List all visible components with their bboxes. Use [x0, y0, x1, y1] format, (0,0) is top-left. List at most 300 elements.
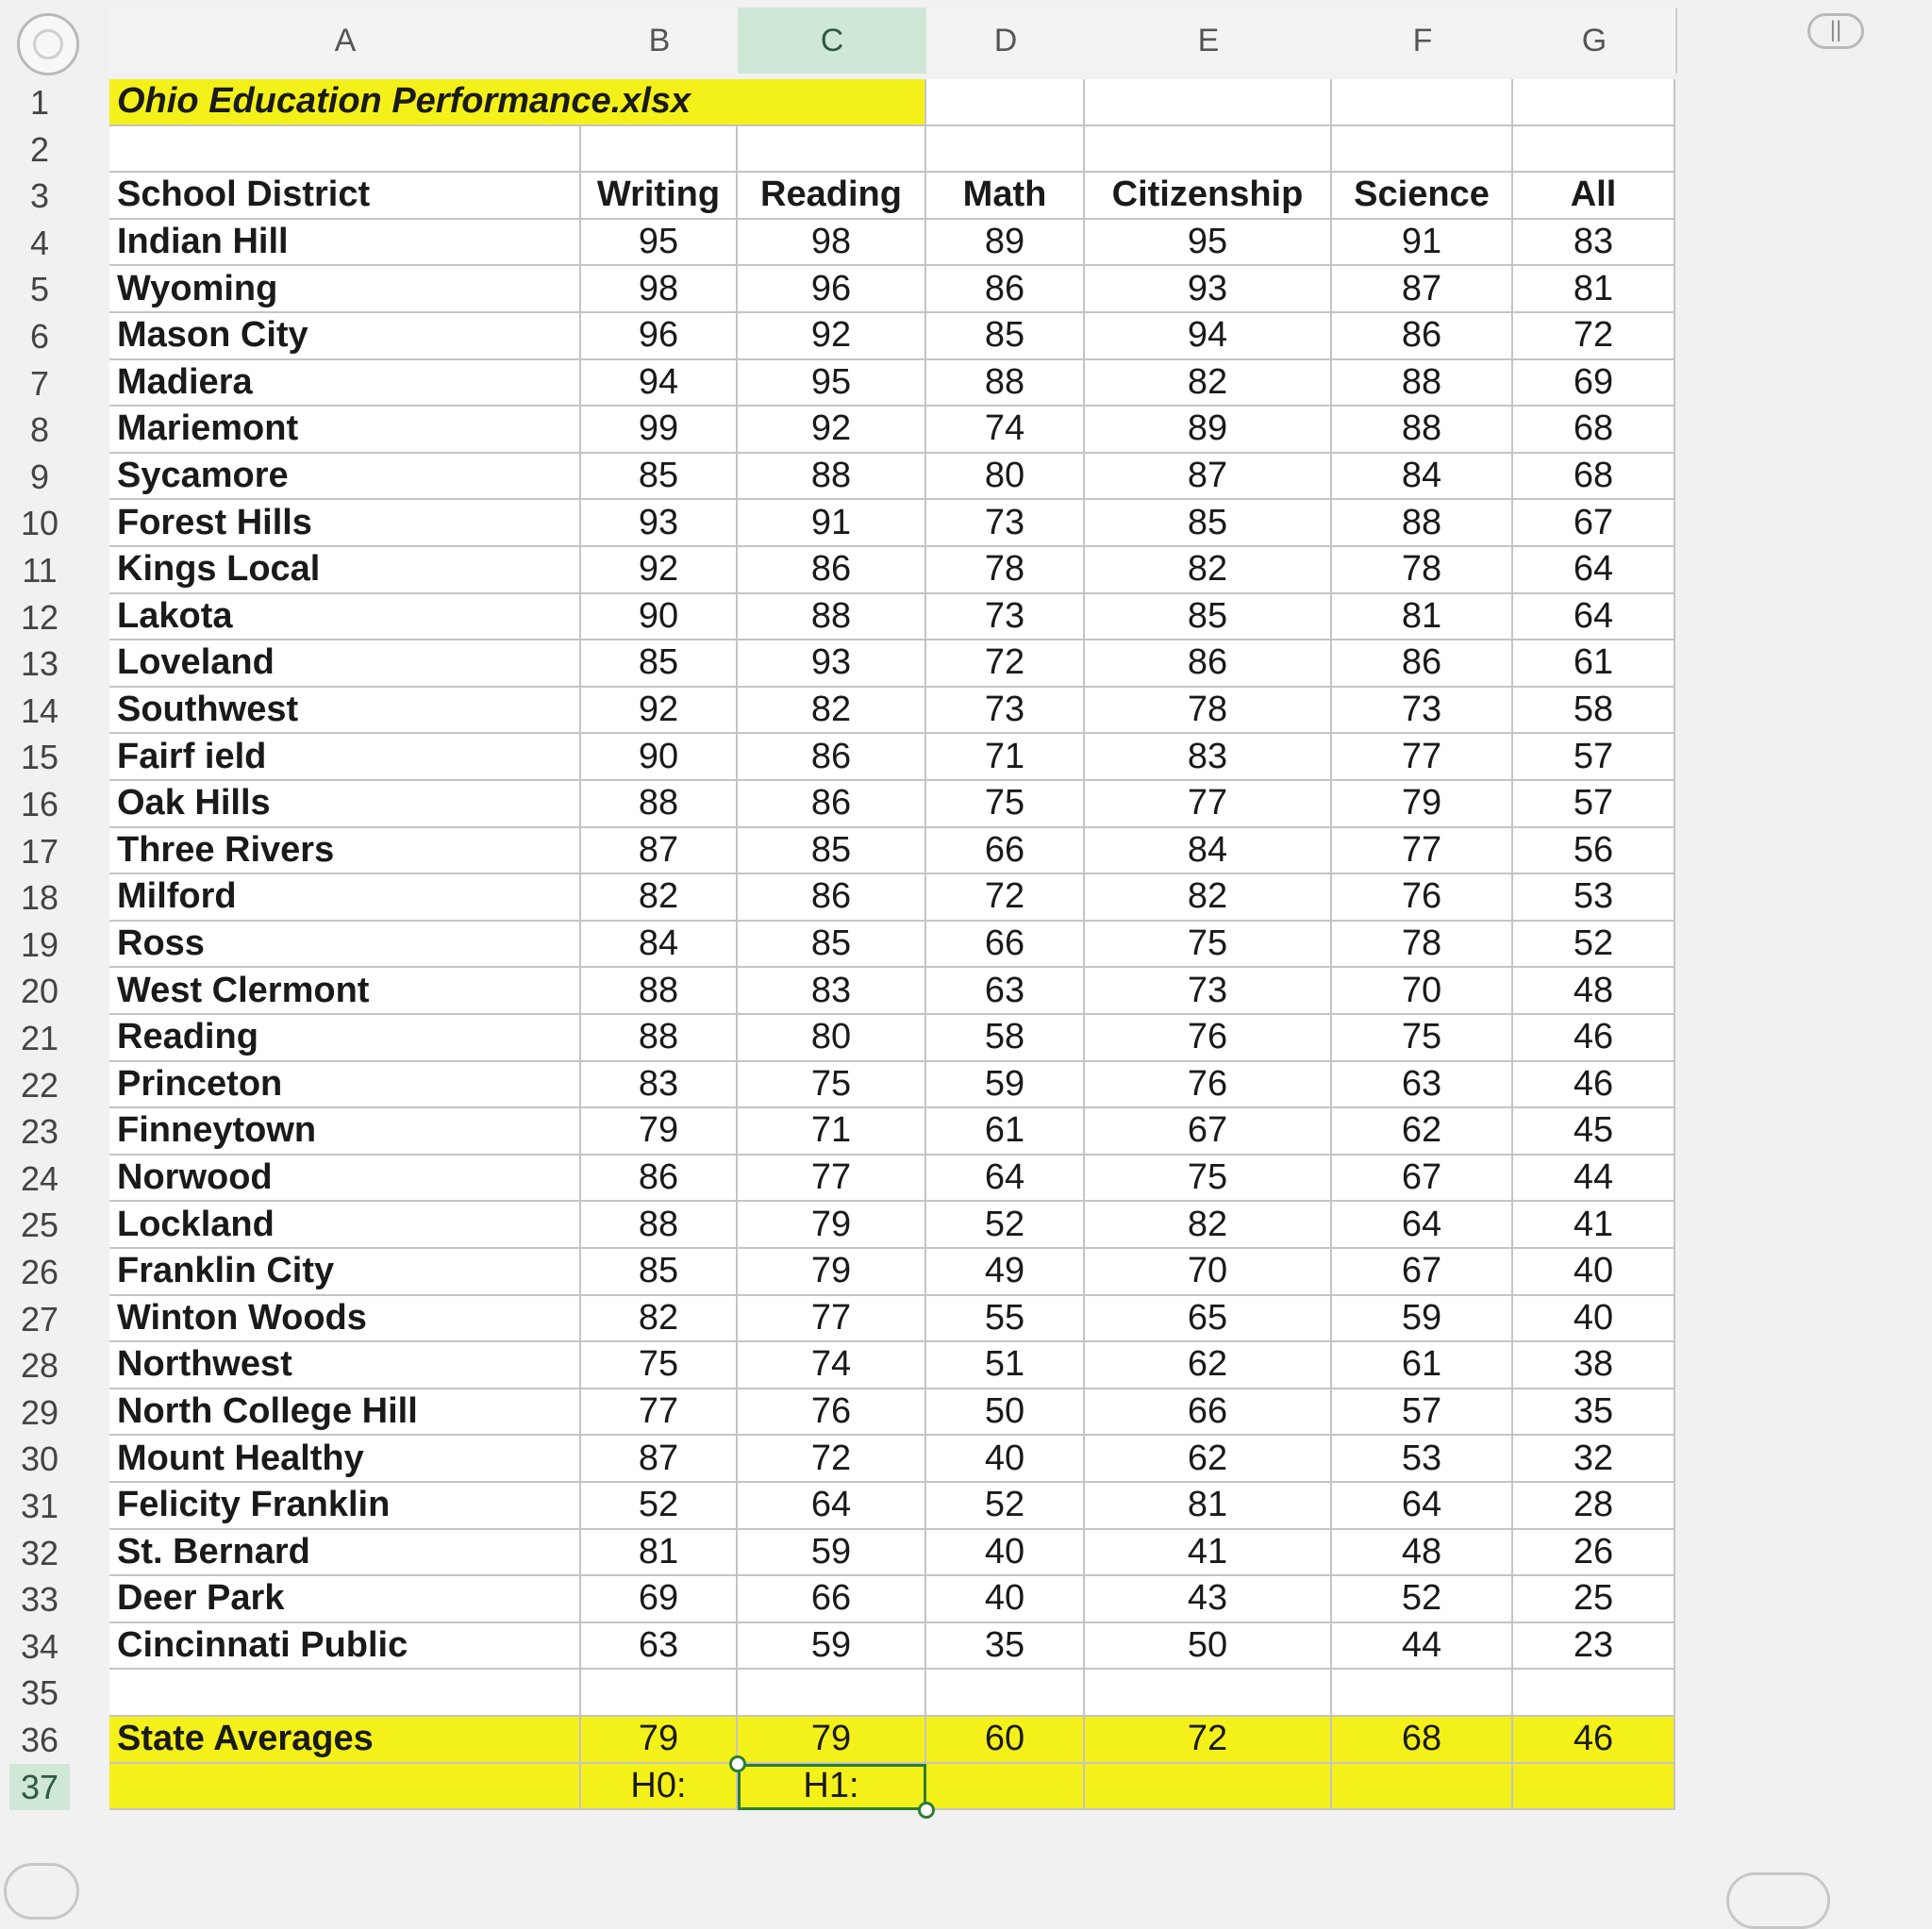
row-header-25[interactable]: 25	[20, 1206, 59, 1245]
score-cell[interactable]: 75	[581, 1342, 738, 1389]
row-header-17[interactable]: 17	[20, 831, 59, 871]
district-name[interactable]: Mason City	[109, 313, 581, 360]
column-header-a[interactable]: A	[109, 8, 583, 74]
score-cell[interactable]: 46	[1513, 1062, 1675, 1109]
score-cell[interactable]: 88	[1332, 360, 1513, 407]
column-header-c[interactable]: C	[738, 8, 928, 74]
select-all-button[interactable]	[17, 13, 79, 75]
selection-handle-top-left[interactable]	[729, 1755, 746, 1772]
score-cell[interactable]: 38	[1513, 1342, 1675, 1389]
score-cell[interactable]: 74	[926, 407, 1085, 454]
score-cell[interactable]: 81	[581, 1530, 738, 1577]
score-cell[interactable]: 66	[1085, 1389, 1332, 1437]
score-cell[interactable]: 95	[581, 220, 738, 267]
score-cell[interactable]: 57	[1513, 781, 1675, 828]
cell-row-35[interactable]	[926, 1670, 1085, 1717]
row-header-24[interactable]: 24	[20, 1158, 59, 1198]
row-header-29[interactable]: 29	[20, 1392, 59, 1432]
score-cell[interactable]: 99	[581, 407, 738, 454]
score-cell[interactable]: 43	[1085, 1576, 1332, 1623]
score-cell[interactable]: 79	[1332, 781, 1513, 828]
score-cell[interactable]: 81	[1332, 594, 1513, 641]
district-name[interactable]: Kings Local	[109, 547, 581, 594]
score-cell[interactable]: 68	[1513, 454, 1675, 501]
score-cell[interactable]: 75	[1085, 922, 1332, 969]
score-cell[interactable]: 88	[738, 594, 926, 641]
selection-handle-bottom-right[interactable]	[918, 1802, 935, 1819]
score-cell[interactable]: 85	[738, 922, 926, 969]
score-cell[interactable]: 53	[1513, 874, 1675, 922]
score-cell[interactable]: 59	[1332, 1296, 1513, 1343]
score-cell[interactable]: 56	[1513, 828, 1675, 875]
score-cell[interactable]: 94	[581, 360, 738, 407]
score-cell[interactable]: 52	[926, 1483, 1085, 1530]
score-cell[interactable]: 52	[581, 1483, 738, 1530]
score-cell[interactable]: 98	[738, 220, 926, 267]
score-cell[interactable]: 61	[926, 1108, 1085, 1156]
header-writing[interactable]: Writing	[581, 173, 738, 220]
score-cell[interactable]: 59	[738, 1530, 926, 1577]
score-cell[interactable]: 73	[1085, 968, 1332, 1015]
cell-row-2[interactable]	[1513, 126, 1675, 174]
row-header-12[interactable]: 12	[20, 597, 59, 637]
score-cell[interactable]: 57	[1332, 1389, 1513, 1437]
score-cell[interactable]: 88	[581, 781, 738, 828]
score-cell[interactable]: 48	[1513, 968, 1675, 1015]
column-resize-handle[interactable]: ||	[1807, 13, 1864, 49]
score-cell[interactable]: 95	[738, 360, 926, 407]
cell-row-35[interactable]	[581, 1670, 738, 1717]
row-header-21[interactable]: 21	[20, 1019, 59, 1057]
row-header-30[interactable]: 30	[20, 1439, 59, 1479]
row-header-15[interactable]: 15	[20, 738, 59, 777]
score-cell[interactable]: 52	[1332, 1576, 1513, 1623]
row-header-22[interactable]: 22	[20, 1065, 59, 1105]
row-header-28[interactable]: 28	[20, 1346, 59, 1386]
state-average-value[interactable]: 68	[1332, 1717, 1513, 1764]
score-cell[interactable]: 40	[926, 1530, 1085, 1577]
district-name[interactable]: Northwest	[109, 1342, 581, 1389]
district-name[interactable]: Madiera	[109, 360, 581, 407]
district-name[interactable]: Winton Woods	[109, 1296, 581, 1343]
score-cell[interactable]: 86	[1085, 640, 1332, 688]
score-cell[interactable]: 86	[581, 1156, 738, 1203]
score-cell[interactable]: 86	[1332, 313, 1513, 360]
score-cell[interactable]: 87	[581, 828, 738, 875]
district-name[interactable]: Princeton	[109, 1062, 581, 1109]
score-cell[interactable]: 77	[1085, 781, 1332, 828]
title-cell[interactable]: Ohio Education Performance.xlsx	[109, 79, 926, 126]
header-all[interactable]: All	[1513, 173, 1675, 220]
score-cell[interactable]: 70	[1332, 968, 1513, 1015]
score-cell[interactable]: 96	[738, 266, 926, 313]
score-cell[interactable]: 64	[1332, 1483, 1513, 1530]
score-cell[interactable]: 57	[1513, 734, 1675, 781]
row-header-26[interactable]: 26	[20, 1253, 59, 1291]
row-header-20[interactable]: 20	[20, 972, 59, 1011]
score-cell[interactable]: 41	[1085, 1530, 1332, 1577]
district-name[interactable]: Norwood	[109, 1156, 581, 1203]
score-cell[interactable]: 73	[926, 500, 1085, 547]
score-cell[interactable]: 95	[1085, 220, 1332, 267]
score-cell[interactable]: 64	[1513, 594, 1675, 641]
cell-row-1[interactable]	[1513, 79, 1675, 126]
district-name[interactable]: Sycamore	[109, 454, 581, 501]
district-name[interactable]: St. Bernard	[109, 1530, 581, 1577]
row-header-10[interactable]: 10	[20, 504, 59, 543]
score-cell[interactable]: 59	[738, 1623, 926, 1671]
score-cell[interactable]: 88	[738, 454, 926, 501]
header-science[interactable]: Science	[1332, 173, 1513, 220]
score-cell[interactable]: 52	[926, 1202, 1085, 1249]
cell-row-35[interactable]	[109, 1670, 581, 1717]
state-average-value[interactable]: 60	[926, 1717, 1085, 1764]
district-name[interactable]: Forest Hills	[109, 500, 581, 547]
score-cell[interactable]: 76	[1085, 1062, 1332, 1109]
district-name[interactable]: Reading	[109, 1015, 581, 1062]
row-header-35[interactable]: 35	[20, 1673, 59, 1713]
score-cell[interactable]: 77	[738, 1156, 926, 1203]
score-cell[interactable]: 72	[738, 1436, 926, 1483]
score-cell[interactable]: 85	[1085, 500, 1332, 547]
score-cell[interactable]: 72	[926, 874, 1085, 922]
score-cell[interactable]: 88	[581, 968, 738, 1015]
column-header-g[interactable]: G	[1513, 8, 1677, 74]
score-cell[interactable]: 64	[1513, 547, 1675, 594]
score-cell[interactable]: 81	[1513, 266, 1675, 313]
score-cell[interactable]: 77	[738, 1296, 926, 1343]
header-reading[interactable]: Reading	[738, 173, 926, 220]
score-cell[interactable]: 73	[1332, 688, 1513, 735]
score-cell[interactable]: 91	[1332, 220, 1513, 267]
cell-row-37[interactable]	[926, 1764, 1085, 1811]
score-cell[interactable]: 62	[1085, 1436, 1332, 1483]
score-cell[interactable]: 79	[738, 1249, 926, 1296]
row-header-23[interactable]: 23	[20, 1112, 59, 1152]
score-cell[interactable]: 92	[581, 547, 738, 594]
district-name[interactable]: Ross	[109, 922, 581, 969]
header-school-district[interactable]: School District	[109, 173, 581, 220]
row-header-6[interactable]: 6	[29, 317, 50, 356]
score-cell[interactable]: 83	[1085, 734, 1332, 781]
score-cell[interactable]: 96	[581, 313, 738, 360]
score-cell[interactable]: 44	[1513, 1156, 1675, 1203]
score-cell[interactable]: 62	[1085, 1342, 1332, 1389]
score-cell[interactable]: 73	[926, 688, 1085, 735]
score-cell[interactable]: 87	[581, 1436, 738, 1483]
score-cell[interactable]: 69	[581, 1576, 738, 1623]
state-averages-label[interactable]: State Averages	[109, 1717, 581, 1764]
score-cell[interactable]: 45	[1513, 1108, 1675, 1156]
score-cell[interactable]: 88	[581, 1202, 738, 1249]
cell-row-2[interactable]	[581, 126, 738, 174]
score-cell[interactable]: 40	[1513, 1249, 1675, 1296]
score-cell[interactable]: 77	[1332, 734, 1513, 781]
cell-row-2[interactable]	[1332, 126, 1513, 174]
district-name[interactable]: Oak Hills	[109, 781, 581, 828]
score-cell[interactable]: 92	[738, 313, 926, 360]
score-cell[interactable]: 87	[1085, 454, 1332, 501]
score-cell[interactable]: 89	[1085, 407, 1332, 454]
state-average-value[interactable]: 79	[581, 1717, 738, 1764]
header-math[interactable]: Math	[926, 173, 1085, 220]
row-header-32[interactable]: 32	[20, 1533, 59, 1572]
score-cell[interactable]: 68	[1513, 407, 1675, 454]
score-cell[interactable]: 88	[926, 360, 1085, 407]
cell-row-35[interactable]	[1332, 1670, 1513, 1717]
column-header-f[interactable]: F	[1332, 8, 1515, 74]
score-cell[interactable]: 82	[581, 874, 738, 922]
row-header-13[interactable]: 13	[20, 644, 59, 684]
district-name[interactable]: Cincinnati Public	[109, 1623, 581, 1671]
score-cell[interactable]: 86	[738, 734, 926, 781]
score-cell[interactable]: 82	[1085, 360, 1332, 407]
score-cell[interactable]: 93	[1085, 266, 1332, 313]
score-cell[interactable]: 58	[1513, 688, 1675, 735]
score-cell[interactable]: 83	[1513, 220, 1675, 267]
score-cell[interactable]: 76	[1332, 874, 1513, 922]
score-cell[interactable]: 40	[926, 1436, 1085, 1483]
score-cell[interactable]: 58	[926, 1015, 1085, 1062]
h1-cell[interactable]: H1:	[738, 1764, 926, 1811]
row-header-7[interactable]: 7	[29, 363, 50, 403]
score-cell[interactable]: 86	[1332, 640, 1513, 688]
row-header-8[interactable]: 8	[29, 410, 50, 450]
score-cell[interactable]: 70	[1085, 1249, 1332, 1296]
score-cell[interactable]: 84	[1332, 454, 1513, 501]
score-cell[interactable]: 40	[926, 1576, 1085, 1623]
score-cell[interactable]: 92	[581, 688, 738, 735]
score-cell[interactable]: 50	[1085, 1623, 1332, 1671]
score-cell[interactable]: 78	[1085, 688, 1332, 735]
score-cell[interactable]: 77	[581, 1389, 738, 1437]
row-header-36[interactable]: 36	[20, 1721, 59, 1759]
score-cell[interactable]: 93	[581, 500, 738, 547]
score-cell[interactable]: 63	[1332, 1062, 1513, 1109]
score-cell[interactable]: 67	[1332, 1249, 1513, 1296]
score-cell[interactable]: 66	[738, 1576, 926, 1623]
score-cell[interactable]: 76	[738, 1389, 926, 1437]
score-cell[interactable]: 92	[738, 407, 926, 454]
score-cell[interactable]: 25	[1513, 1576, 1675, 1623]
cell-row-1[interactable]	[926, 79, 1085, 126]
score-cell[interactable]: 75	[926, 781, 1085, 828]
score-cell[interactable]: 52	[1513, 922, 1675, 969]
score-cell[interactable]: 86	[738, 874, 926, 922]
score-cell[interactable]: 26	[1513, 1530, 1675, 1577]
cell-row-37[interactable]	[1085, 1764, 1332, 1811]
row-header-5[interactable]: 5	[29, 270, 50, 309]
district-name[interactable]: Franklin City	[109, 1249, 581, 1296]
score-cell[interactable]: 89	[926, 220, 1085, 267]
score-cell[interactable]: 62	[1332, 1108, 1513, 1156]
score-cell[interactable]: 41	[1513, 1202, 1675, 1249]
score-cell[interactable]: 75	[738, 1062, 926, 1109]
score-cell[interactable]: 66	[926, 922, 1085, 969]
score-cell[interactable]: 65	[1085, 1296, 1332, 1343]
score-cell[interactable]: 71	[738, 1108, 926, 1156]
score-cell[interactable]: 82	[738, 688, 926, 735]
district-name[interactable]: Deer Park	[109, 1576, 581, 1623]
score-cell[interactable]: 80	[926, 454, 1085, 501]
score-cell[interactable]: 23	[1513, 1623, 1675, 1671]
score-cell[interactable]: 84	[581, 922, 738, 969]
cell-row-37[interactable]	[109, 1764, 581, 1811]
row-header-19[interactable]: 19	[20, 924, 59, 964]
h0-label[interactable]: H0:	[581, 1764, 738, 1811]
district-name[interactable]: Indian Hill	[109, 220, 581, 267]
cell-row-2[interactable]	[738, 126, 926, 174]
state-average-value[interactable]: 72	[1085, 1717, 1332, 1764]
row-header-3[interactable]: 3	[29, 176, 50, 216]
score-cell[interactable]: 35	[926, 1623, 1085, 1671]
district-name[interactable]: Fairf ield	[109, 734, 581, 781]
district-name[interactable]: Mariemont	[109, 407, 581, 454]
cell-row-37[interactable]	[1332, 1764, 1513, 1811]
cell-row-35[interactable]	[1085, 1670, 1332, 1717]
district-name[interactable]: Lockland	[109, 1202, 581, 1249]
score-cell[interactable]: 86	[738, 781, 926, 828]
row-header-31[interactable]: 31	[20, 1487, 59, 1525]
score-cell[interactable]: 53	[1332, 1436, 1513, 1483]
row-header-37[interactable]: 37	[9, 1764, 70, 1811]
state-average-value[interactable]: 79	[738, 1717, 926, 1764]
score-cell[interactable]: 78	[1332, 922, 1513, 969]
district-name[interactable]: Felicity Franklin	[109, 1483, 581, 1530]
cell-row-35[interactable]	[1513, 1670, 1675, 1717]
score-cell[interactable]: 90	[581, 594, 738, 641]
score-cell[interactable]: 93	[738, 640, 926, 688]
score-cell[interactable]: 79	[581, 1108, 738, 1156]
score-cell[interactable]: 44	[1332, 1623, 1513, 1671]
score-cell[interactable]: 46	[1513, 1015, 1675, 1062]
district-name[interactable]: Lakota	[109, 594, 581, 641]
district-name[interactable]: Three Rivers	[109, 828, 581, 875]
score-cell[interactable]: 86	[738, 547, 926, 594]
score-cell[interactable]: 28	[1513, 1483, 1675, 1530]
score-cell[interactable]: 77	[1332, 828, 1513, 875]
score-cell[interactable]: 73	[926, 594, 1085, 641]
score-cell[interactable]: 82	[1085, 874, 1332, 922]
score-cell[interactable]: 83	[581, 1062, 738, 1109]
score-cell[interactable]: 78	[926, 547, 1085, 594]
score-cell[interactable]: 71	[926, 734, 1085, 781]
district-name[interactable]: Mount Healthy	[109, 1436, 581, 1483]
score-cell[interactable]: 69	[1513, 360, 1675, 407]
score-cell[interactable]: 51	[926, 1342, 1085, 1389]
state-average-value[interactable]: 46	[1513, 1717, 1675, 1764]
score-cell[interactable]: 61	[1332, 1342, 1513, 1389]
score-cell[interactable]: 76	[1085, 1015, 1332, 1062]
score-cell[interactable]: 90	[581, 734, 738, 781]
column-header-d[interactable]: D	[926, 8, 1087, 74]
score-cell[interactable]: 82	[1085, 547, 1332, 594]
score-cell[interactable]: 79	[738, 1202, 926, 1249]
score-cell[interactable]: 85	[738, 828, 926, 875]
score-cell[interactable]: 82	[581, 1296, 738, 1343]
cell-row-1[interactable]	[1332, 79, 1513, 126]
score-cell[interactable]: 72	[926, 640, 1085, 688]
sheet-tab-scroll-right[interactable]	[1726, 1872, 1830, 1929]
score-cell[interactable]: 83	[738, 968, 926, 1015]
score-cell[interactable]: 85	[581, 454, 738, 501]
score-cell[interactable]: 61	[1513, 640, 1675, 688]
score-cell[interactable]: 88	[581, 1015, 738, 1062]
row-header-16[interactable]: 16	[20, 785, 59, 823]
score-cell[interactable]: 94	[1085, 313, 1332, 360]
header-citizenship[interactable]: Citizenship	[1085, 173, 1332, 220]
row-header-33[interactable]: 33	[20, 1580, 59, 1620]
score-cell[interactable]: 85	[581, 1249, 738, 1296]
score-cell[interactable]: 63	[581, 1623, 738, 1671]
district-name[interactable]: Finneytown	[109, 1108, 581, 1156]
score-cell[interactable]: 50	[926, 1389, 1085, 1437]
score-cell[interactable]: 88	[1332, 407, 1513, 454]
score-cell[interactable]: 88	[1332, 500, 1513, 547]
row-header-2[interactable]: 2	[29, 129, 50, 169]
cell-row-37[interactable]	[1513, 1764, 1675, 1811]
score-cell[interactable]: 48	[1332, 1530, 1513, 1577]
score-cell[interactable]: 59	[926, 1062, 1085, 1109]
score-cell[interactable]: 35	[1513, 1389, 1675, 1437]
score-cell[interactable]: 66	[926, 828, 1085, 875]
row-header-9[interactable]: 9	[29, 457, 50, 496]
score-cell[interactable]: 85	[926, 313, 1085, 360]
score-cell[interactable]: 32	[1513, 1436, 1675, 1483]
score-cell[interactable]: 87	[1332, 266, 1513, 313]
district-name[interactable]: Wyoming	[109, 266, 581, 313]
score-cell[interactable]: 67	[1332, 1156, 1513, 1203]
score-cell[interactable]: 98	[581, 266, 738, 313]
cell-row-1[interactable]	[1085, 79, 1332, 126]
score-cell[interactable]: 67	[1513, 500, 1675, 547]
score-cell[interactable]: 67	[1085, 1108, 1332, 1156]
score-cell[interactable]: 64	[1332, 1202, 1513, 1249]
row-header-11[interactable]: 11	[22, 551, 58, 590]
cell-row-2[interactable]	[1085, 126, 1332, 174]
row-header-14[interactable]: 14	[20, 690, 59, 730]
score-cell[interactable]: 81	[1085, 1483, 1332, 1530]
district-name[interactable]: Loveland	[109, 640, 581, 688]
district-name[interactable]: North College Hill	[109, 1389, 581, 1437]
cell-row-2[interactable]	[926, 126, 1085, 174]
row-header-27[interactable]: 27	[20, 1299, 59, 1339]
score-cell[interactable]: 85	[581, 640, 738, 688]
district-name[interactable]: Milford	[109, 874, 581, 922]
cell-row-35[interactable]	[738, 1670, 926, 1717]
score-cell[interactable]: 82	[1085, 1202, 1332, 1249]
score-cell[interactable]: 63	[926, 968, 1085, 1015]
score-cell[interactable]: 80	[738, 1015, 926, 1062]
cell-row-2[interactable]	[109, 126, 581, 174]
sheet-tab-scroll-left[interactable]	[4, 1863, 79, 1920]
score-cell[interactable]: 64	[738, 1483, 926, 1530]
score-cell[interactable]: 78	[1332, 547, 1513, 594]
score-cell[interactable]: 74	[738, 1342, 926, 1389]
row-header-4[interactable]: 4	[29, 223, 50, 262]
score-cell[interactable]: 64	[926, 1156, 1085, 1203]
score-cell[interactable]: 72	[1513, 313, 1675, 360]
district-name[interactable]: West Clermont	[109, 968, 581, 1015]
score-cell[interactable]: 86	[926, 266, 1085, 313]
score-cell[interactable]: 91	[738, 500, 926, 547]
row-header-34[interactable]: 34	[20, 1626, 59, 1666]
column-header-b[interactable]: B	[581, 8, 740, 74]
score-cell[interactable]: 55	[926, 1296, 1085, 1343]
score-cell[interactable]: 75	[1332, 1015, 1513, 1062]
score-cell[interactable]: 85	[1085, 594, 1332, 641]
district-name[interactable]: Southwest	[109, 688, 581, 735]
